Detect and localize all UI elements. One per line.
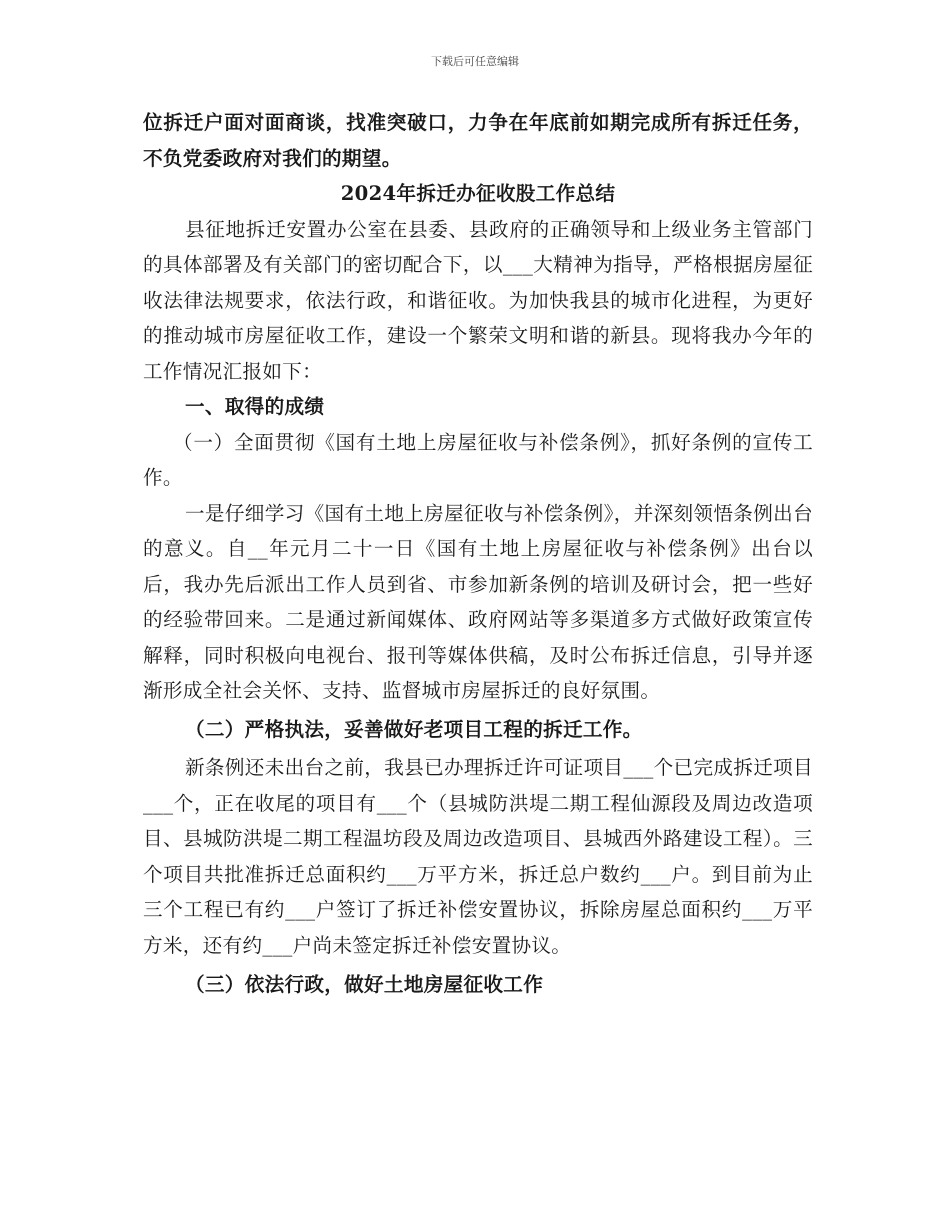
subsection-heading-1: （一）全面贯彻《国有土地上房屋征收与补偿条例》，抓好条例的宣传工作。 — [143, 430, 813, 489]
continued-paragraph: 位拆迁户面对面商谈，找准突破口，力争在年底前如期完成所有拆迁任务，不负党委政府对我们的期望。 — [143, 111, 813, 170]
document-title: 2024年拆迁办征收股工作总结 — [340, 182, 616, 205]
document-body — [143, 105, 813, 1003]
subsection-heading-2: （二）严格执法，妥善做好老项目工程的拆迁工作。 — [185, 717, 643, 741]
section-heading-achievements: 一、取得的成绩 — [185, 395, 325, 418]
page-header: 下载后可任意编辑 — [431, 55, 519, 68]
intro-paragraph: 县征地拆迁安置办公室在县委、县政府的正确领导和上级业务主管部门的具体部署及有关部门的密切配合下，以___大精神为指导，严格根据房屋征收法律法规要求，依法行政，和谐征收。为加快我县的城市化进程，为更好的推动城市房屋征收工作，建设一个繁荣文明和谐的新县。现将我办今年的工作情况汇报如下： — [143, 217, 813, 383]
body-paragraph-2: 新条例还未出台之前，我县已办理拆迁许可证项目___个已完成拆迁项目___个，正在收尾的项目有___个（县城防洪堤二期工程仙源段及周边改造项目、县城防洪堤二期工程温坊段及周边改造项目、县城西外路建设工程）。三个项目共批准拆迁总面积约___万平方米，拆迁总户数约___户。到目前为止三个工程已有约___户签订了拆迁补偿安置协议，拆除房屋总面积约___万平方米，还有约___户尚未签定拆迁补偿安置协议。 — [143, 756, 813, 957]
body-paragraph-1: 一是仔细学习《国有土地上房屋征收与补偿条例》，并深刻领悟条例出台的意义。自__年元月二十一日《国有土地上房屋征收与补偿条例》出台以后，我办先后派出工作人员到省、市参加新条例的培训及研讨会，把一些好的经验带回来。二是通过新闻媒体、政府网站等多渠道多方式做好政策宣传解释，同时积极向电视台、报刊等媒体供稿，及时公布拆迁信息，引导并逐渐形成全社会关怀、支持、监督城市房屋拆迁的良好氛围。 — [143, 501, 813, 702]
subsection-heading-3: （三）依法行政，做好土地房屋征收工作 — [185, 973, 544, 996]
